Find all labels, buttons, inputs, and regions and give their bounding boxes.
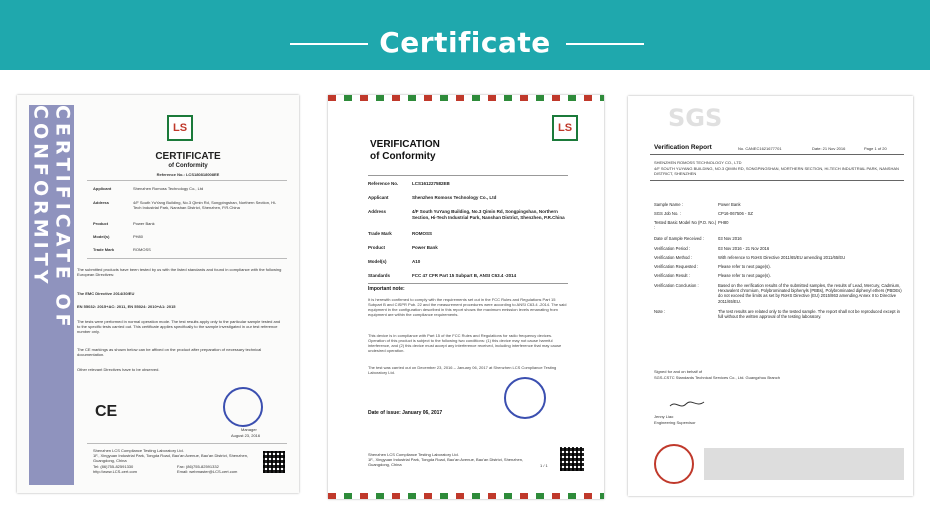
- sgs-logo: SGS: [668, 104, 723, 132]
- verification-subtitle: of Conformity: [370, 151, 436, 162]
- reference-number: Reference No.: LCS180818008EE: [156, 172, 220, 177]
- fcc-paragraph: This device is in compliance with Part 15 of the FCC Rules and Regulations for radio frequency devices. Operation of this product is subject to the following two conditions: (1) this device may not cause harmful interference, and (2) this device must accept any interference received, including interference that may cause undesired operation.: [368, 333, 562, 353]
- report-title: Verification Report: [654, 144, 712, 151]
- company-name: SHENZHEN ROMOSS TECHNOLOGY CO., LTD: [654, 160, 742, 165]
- fcc-verification-document[interactable]: VERIFICATION of Conformity LS Reference No. LCS161227582EB Applicant Shenzhen Romoss Technology Co., Ltd Address 4/F South YuYang Building, No.3 Qimin Rd, Songpingshan, Northern Section, Hi-Tech Industrial Park, Nanshan District, Shenzhen, P.R.China Trade Mark ROMOSS Product Power Bank Model(s) A10 Standards FCC 47 CFR Part 15 Subpart B, ANSI C63.4 -2014 Important note: It is herewith confirmed to comply with the requirements set out in the FCC Rules and Regulations Part 15 Subpart B and CISPR Pub. 22 and the measurement procedures were according to ANSI C63.4 -2014. The said equipment in the configuration described in this report shows the maximum emission levels emanating from equipment are within the compliance requirements. This device is in compliance with Part 15 of the FCC Rules and Regulations for radio frequency devices. Operation of this product is subject to the following two conditions: (1) this device may not cause harmful interference, and (2) this device must accept any interference received, including interference that may cause undesired operation. The test was carried out on December 23, 2016 – January 06, 2017 at Shenzhen LCS Compliance Testing Laboratory Ltd. Date of issue: January 06, 2017 Shenzhen LCS Compliance Testing Laboratory Ltd. 1F., Xingyuan Industrial Park, Tongda Road, Bao'an Avenue, Bao'an District, Shenzhen, Guangdong, China 1 / 1: [328, 95, 604, 499]
- certificate-subtitle: of Conformity: [168, 163, 208, 169]
- handwritten-signature: [668, 398, 708, 412]
- sgs-stamp-icon: [654, 444, 694, 484]
- divider: [87, 443, 287, 444]
- footer-email: Email: webmaster@LCS-cert.com: [177, 469, 238, 474]
- report-date: Date: 21 Nov 2016: [812, 146, 846, 151]
- footer-tel: Tel: (86)755-82591330: [93, 464, 134, 469]
- directive-text: The EMC Directive 2014/30/EU: [77, 291, 135, 296]
- footer-fax: Fax: (86)755-82591332: [177, 464, 219, 469]
- ce-mark-icon: CE: [95, 403, 118, 420]
- footer-address: 1F., Xingyuan Industrial Park, Tongda Road, Bao'an Avenue, Bao'an District, Shenzhen, Guangdong, China: [368, 457, 524, 467]
- page-number: 1 / 1: [540, 463, 548, 468]
- lab-stamp-icon: [223, 387, 263, 427]
- lab-stamp-icon: [504, 377, 546, 419]
- lcs-logo-icon: LS: [552, 115, 578, 141]
- banner-divider-left: [290, 43, 368, 45]
- test-paragraph: The tests were performed in normal operation mode. The test results apply only to the particular sample tested and to the specific tests carried out. This certificate applies specifically to the sample investigated in our test reference number only.: [77, 319, 281, 334]
- signing-organization: SGS-CSTC Standards Technical Services Co., Ltd. Guangzhou Branch: [654, 375, 780, 380]
- footer-website: http://www.LCS-cert.com: [93, 469, 138, 474]
- signed-for-text: Signed for and on behalf of: [654, 369, 703, 374]
- divider: [650, 154, 904, 155]
- signer-title: Manager: [241, 427, 257, 432]
- issue-date: Date of issue: January 06, 2017: [368, 410, 443, 416]
- important-note-title: Important note:: [368, 286, 405, 292]
- divider: [368, 283, 568, 284]
- divider: [650, 180, 904, 181]
- report-number: No. CANEC1621677701: [738, 146, 782, 151]
- compliance-paragraph: It is herewith confirmed to comply with the requirements set out in the FCC Rules and Regulations Part 15 Subpart B and CISPR Pub. 22 and the measurement procedures were according to ANSI C63.4 -2014. The said equipment in the configuration described in this report shows the maximum emission levels emanating from equipment are within the compliance requirements.: [368, 297, 567, 317]
- certificate-date: August 23, 2016: [231, 433, 261, 438]
- test-period-paragraph: The test was carried out on December 23, 2016 – January 06, 2017 at Shenzhen LCS Compliance Testing Laboratory Ltd.: [368, 365, 557, 375]
- fine-print-block: [704, 448, 904, 480]
- page-title: Certificate: [379, 26, 551, 59]
- sidebar-vertical-text: CERTIFICATE OF CONFORMITY: [29, 105, 74, 331]
- banner-divider-right: [566, 43, 644, 45]
- compliance-paragraph: The submitted products have been tested by us with the listed standards and found in compliance with the following European Directives:: [77, 267, 282, 277]
- ce-marking-paragraph: The CE markings as shown below can be affixed on the product after preparation of necessary technical documentation.: [77, 347, 262, 357]
- qr-code-icon: [560, 447, 584, 471]
- footer-company: Shenzhen LCS Compliance Testing Laboratory Ltd.: [368, 452, 459, 457]
- ce-certificate-document[interactable]: CERTIFICATE OF CONFORMITY LS CERTIFICATE of Conformity Reference No.: LCS180818008EE Applicant Shenzhen Romoss Technology Co., Ltd Address 4/F South YuYang Building, No.3 Qimin Rd, Songpingshan, Northern Section, Hi-Tech Industrial Park, Nanshan District, Shenzhen, P.R.China Product Power Bank Model(s) PH80 Trade Mark ROMOSS The submitted products have been tested by us with the listed standards and found in compliance with the following European Directives: The EMC Directive 2014/30/EU EN 55032: 2015+AC: 2011, EN 55024: 2010+A1: 2015 The tests were performed in normal operation mode. The test results apply only to the particular sample tested and to the specific tests carried out. This certificate applies specifically to the sample investigated in our test reference number only. The CE markings as shown below can be affixed on the product after preparation of necessary technical documentation. Other relevant Directives have to be observed. CE Manager August 23, 2016 Shenzhen LCS Compliance Testing Laboratory Ltd. 1F., Xingyuan Industrial Park, Tongda Road, Bao'an Avenue, Bao'an District, Shenzhen, Guangdong, China Tel: (86)755-82591330 Fax: (86)755-82591332 http://www.LCS-cert.com Email: webmaster@LCS-cert.com: [17, 95, 299, 493]
- footer-address: 1F., Xingyuan Industrial Park, Tongda Road, Bao'an Avenue, Bao'an District, Shenzhen, Guangdong, China: [93, 453, 249, 463]
- sgs-verification-report[interactable]: SGS Verification Report No. CANEC1621677701 Date: 21 Nov 2016 Page 1 of 20 SHENZHEN ROMOSS TECHNOLOGY CO., LTD 4/F SOUTH YUYANG BUILDING, NO.3 QIMIN RD, SONGPINGSHAN, NORTHERN SECTION, HI-TECH INDUSTRIAL PARK, NANSHAN DISTRICT, SHENZHEN Sample Name : Power Bank SGS Job No. : CP16-067506 - SZ Tested Basic Model No (P.O. No.) : PH80 Date of Sample Received : 03 Nov 2016 Verification Period : 03 Nov 2016 - 21 Nov 2016 Verification Method : With reference to RoHS Directive 2011/65/EU amending 2011/65/EU Verification Requested : Please refer to next page(s). Verification Result : Please refer to next page(s). Verification Conclusion : Based on the verification results of the submitted samples, the results of Lead, Mercury, Cadmium, Hexavalent chromium, Polybrominated biphenyls (PBBs), Polybrominated diphenyl ethers (PBDEs) do not exceed the limits as set by RoHS Directive (EU) 2015/863 amending Annex II to Directive 2011/65/EU. Note : The test results are related only to the tested sample. The report shall not be reproduced except in full without the written approval of the testing laboratory. Signed for and on behalf of SGS-CSTC Standards Technical Services Co., Ltd. Guangzhou Branch Jenny Liao Engineering Supervisor: [628, 96, 913, 496]
- directives-note: Other relevant Directives have to be observed.: [77, 367, 160, 372]
- divider: [87, 258, 287, 259]
- qr-code-icon: [263, 451, 285, 473]
- signer-title: Engineering Supervisor: [654, 420, 696, 425]
- report-page: Page 1 of 20: [864, 146, 887, 151]
- lcs-logo-icon: LS: [167, 115, 193, 141]
- divider: [368, 175, 568, 176]
- signer-name: Jenny Liao: [654, 414, 674, 419]
- border-stripe: [328, 95, 604, 101]
- standards-text: EN 55032: 2015+AC: 2011, EN 55024: 2010+A1: 2015: [77, 304, 176, 309]
- divider: [87, 180, 287, 181]
- footer-company: Shenzhen LCS Compliance Testing Laboratory Ltd.: [93, 448, 184, 453]
- verification-title: VERIFICATION: [370, 139, 440, 150]
- certificate-title: CERTIFICATE: [155, 151, 221, 162]
- header-banner: [0, 0, 930, 70]
- company-address: 4/F SOUTH YUYANG BUILDING, NO.3 QIMIN RD, SONGPINGSHAN, NORTHERN SECTION, HI-TECH INDUSTRIAL PARK, NANSHAN DISTRICT, SHENZHEN: [654, 166, 899, 176]
- border-stripe: [328, 493, 604, 499]
